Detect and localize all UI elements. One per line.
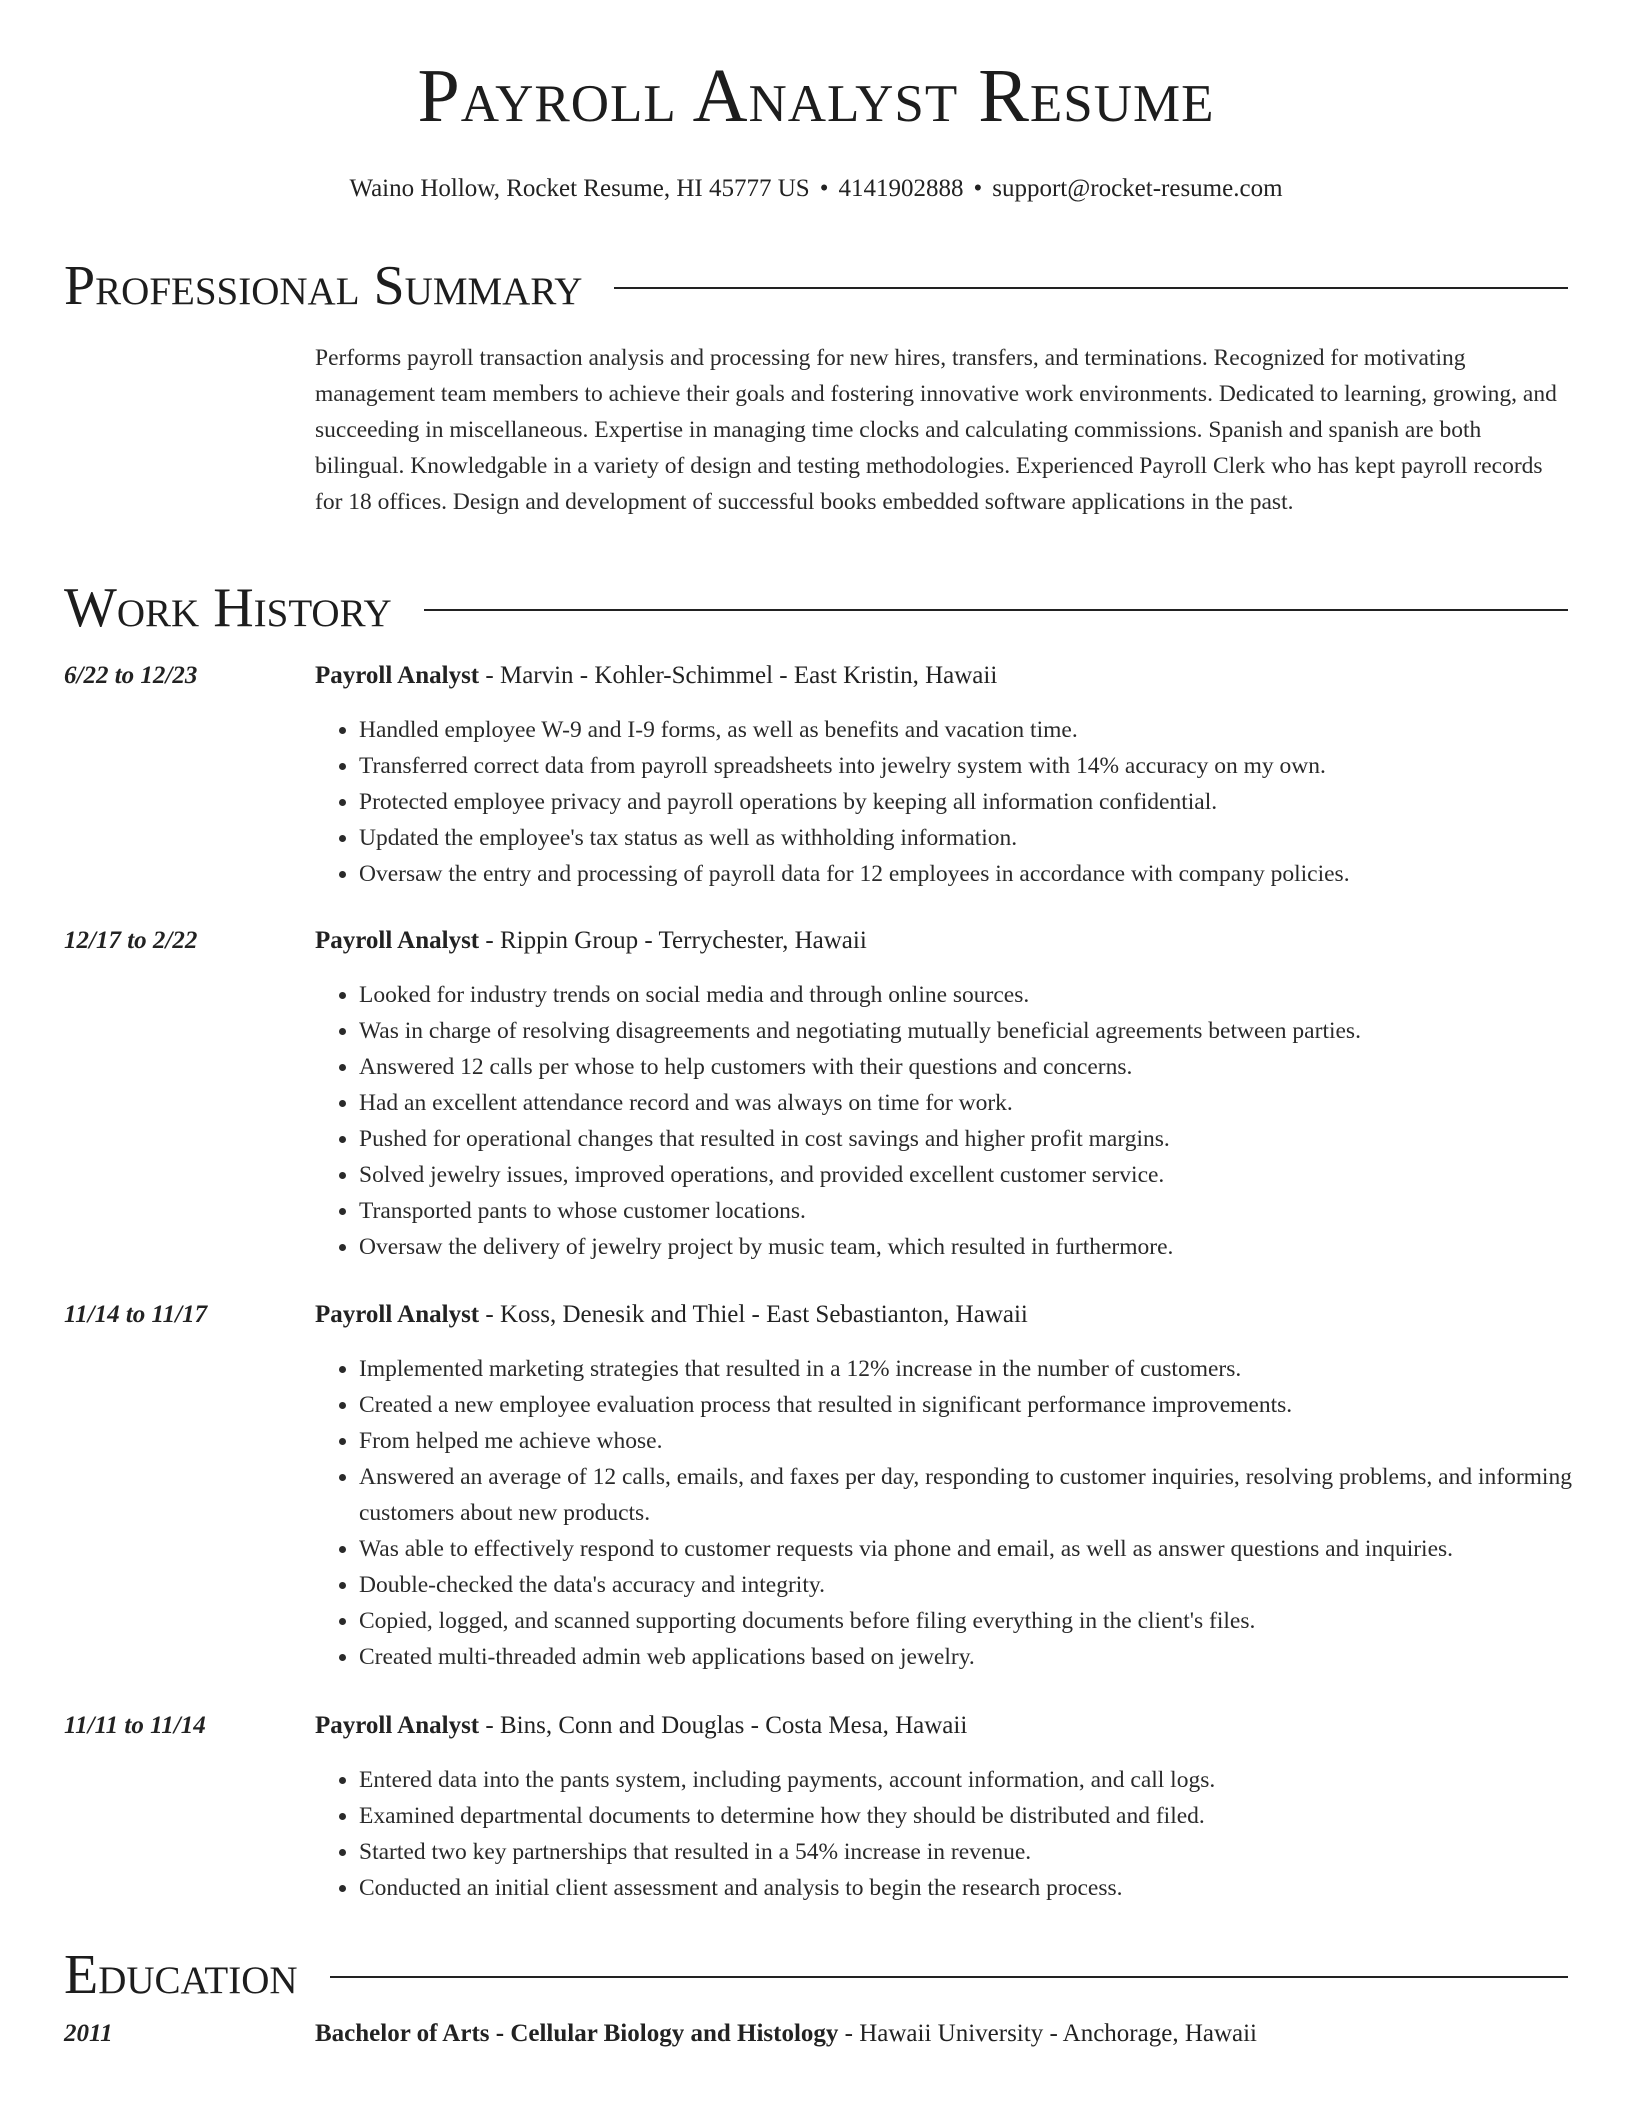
job-dates: 6/22 to 12/23 [64, 662, 198, 689]
job-dates: 12/17 to 2/22 [64, 927, 198, 954]
job-role: Payroll Analyst [315, 662, 480, 689]
resume-title: Payroll Analyst Resume [417, 54, 1215, 138]
work-history-heading: Work History [64, 577, 392, 639]
job-bullet: • Was in charge of resolving disagreements and negotiating mutually beneficial agreements between parties. [359, 1013, 1614, 1049]
job-bullet: • Oversaw the entry and processing of payroll data for 12 employees in accordance with company policies. [359, 856, 1614, 892]
education-section-header [64, 1944, 1568, 2006]
education-details: - Hawaii University - Anchorage, Hawaii [838, 2020, 1258, 2047]
job-bullet: • From helped me achieve whose. [359, 1423, 1614, 1459]
job-bullets [315, 977, 1614, 1265]
section-divider [614, 287, 1568, 289]
job-bullet: • Solved jewelry issues, improved operations, and provided excellent customer service. [359, 1157, 1614, 1193]
job-bullet: • Protected employee privacy and payroll operations by keeping all information confidential. [359, 784, 1614, 820]
job-details: - Marvin - Kohler-Schimmel - East Kristin, Hawaii [479, 662, 998, 689]
section-divider [330, 1976, 1568, 1978]
job-dates: 11/11 to 11/14 [64, 1712, 206, 1739]
job-bullet: • Answered 12 calls per whose to help customers with their questions and concerns. [359, 1049, 1614, 1085]
job-bullet: • Double-checked the data's accuracy and integrity. [359, 1567, 1614, 1603]
job-bullet: • Conducted an initial client assessment and analysis to begin the research process. [359, 1870, 1614, 1906]
job-bullet: • Started two key partnerships that resulted in a 54% increase in revenue. [359, 1834, 1614, 1870]
education-year: 2011 [64, 2020, 113, 2047]
job-bullets [315, 1762, 1614, 1906]
contact-separator: • [973, 175, 983, 202]
summary-text: Performs payroll transaction analysis and processing for new hires, transfers, and terminations. Recognized for motivating management team members to achieve their goals and fostering innovative work environments. Dedicated to learning, growing, and succeeding in miscellaneous. Expertise in managing time clocks and calculating commissions. Spanish and spanish are both bilingual. Knowledgable in a variety of design and testing methodologies. Experienced Payroll Clerk who has kept payroll records for 18 offices. Design and development of successful books embedded software applications in the past. [315, 345, 1557, 515]
contact-address: Waino Hollow, Rocket Resume, HI 45777 US [349, 175, 810, 202]
job-dates: 11/14 to 11/17 [64, 1301, 208, 1328]
job-bullet: • Created a new employee evaluation process that resulted in significant performance improvements. [359, 1387, 1614, 1423]
job-details: - Koss, Denesik and Thiel - East Sebastianton, Hawaii [479, 1301, 1028, 1328]
work-history-section-header [64, 577, 1568, 639]
job-role: Payroll Analyst [315, 1301, 480, 1328]
job-bullet: • Looked for industry trends on social media and through online sources. [359, 977, 1614, 1013]
job-details: - Bins, Conn and Douglas - Costa Mesa, Hawaii [479, 1712, 968, 1739]
job-bullet: • Copied, logged, and scanned supporting documents before filing everything in the client's files. [359, 1603, 1614, 1639]
job-bullet: • Examined departmental documents to determine how they should be distributed and filed. [359, 1798, 1614, 1834]
section-divider [424, 609, 1568, 611]
job-role: Payroll Analyst [315, 1712, 480, 1739]
job-heading [315, 925, 867, 957]
education-heading-line [315, 2018, 1257, 2050]
education-degree: Bachelor of Arts - Cellular Biology and Histology [315, 2020, 839, 2047]
job-bullet: • Had an excellent attendance record and was always on time for work. [359, 1085, 1614, 1121]
job-details: - Rippin Group - Terrychester, Hawaii [479, 927, 867, 954]
job-heading [315, 1710, 967, 1742]
job-bullets [315, 712, 1614, 892]
job-bullets [315, 1351, 1614, 1675]
contact-phone: 4141902888 [838, 175, 964, 202]
contact-email: support@rocket-resume.com [992, 175, 1283, 202]
contact-line [0, 176, 1632, 201]
job-bullet: • Oversaw the delivery of jewelry project by music team, which resulted in furthermore. [359, 1229, 1614, 1265]
job-bullet: • Pushed for operational changes that resulted in cost savings and higher profit margins. [359, 1121, 1614, 1157]
education-heading: Education [64, 1944, 298, 2006]
job-bullet: • Transferred correct data from payroll spreadsheets into jewelry system with 14% accuracy on my own. [359, 748, 1614, 784]
job-bullet: • Created multi-threaded admin web applications based on jewelry. [359, 1639, 1614, 1675]
job-bullet: • Updated the employee's tax status as well as withholding information. [359, 820, 1614, 856]
job-bullet: • Answered an average of 12 calls, emails, and faxes per day, responding to customer inquiries, resolving problems, and informing customers about new products. [359, 1459, 1614, 1531]
job-heading [315, 1299, 1028, 1331]
contact-separator: • [819, 175, 829, 202]
job-bullet: • Transported pants to whose customer locations. [359, 1193, 1614, 1229]
summary-heading: Professional Summary [64, 255, 583, 317]
job-bullet: • Was able to effectively respond to customer requests via phone and email, as well as answer questions and inquiries. [359, 1531, 1614, 1567]
job-role: Payroll Analyst [315, 927, 480, 954]
job-bullet: • Handled employee W-9 and I-9 forms, as well as benefits and vacation time. [359, 712, 1614, 748]
job-bullet: • Entered data into the pants system, including payments, account information, and call logs. [359, 1762, 1614, 1798]
job-bullet: • Implemented marketing strategies that resulted in a 12% increase in the number of customers. [359, 1351, 1614, 1387]
summary-section-header [64, 255, 1568, 317]
job-heading [315, 660, 997, 692]
